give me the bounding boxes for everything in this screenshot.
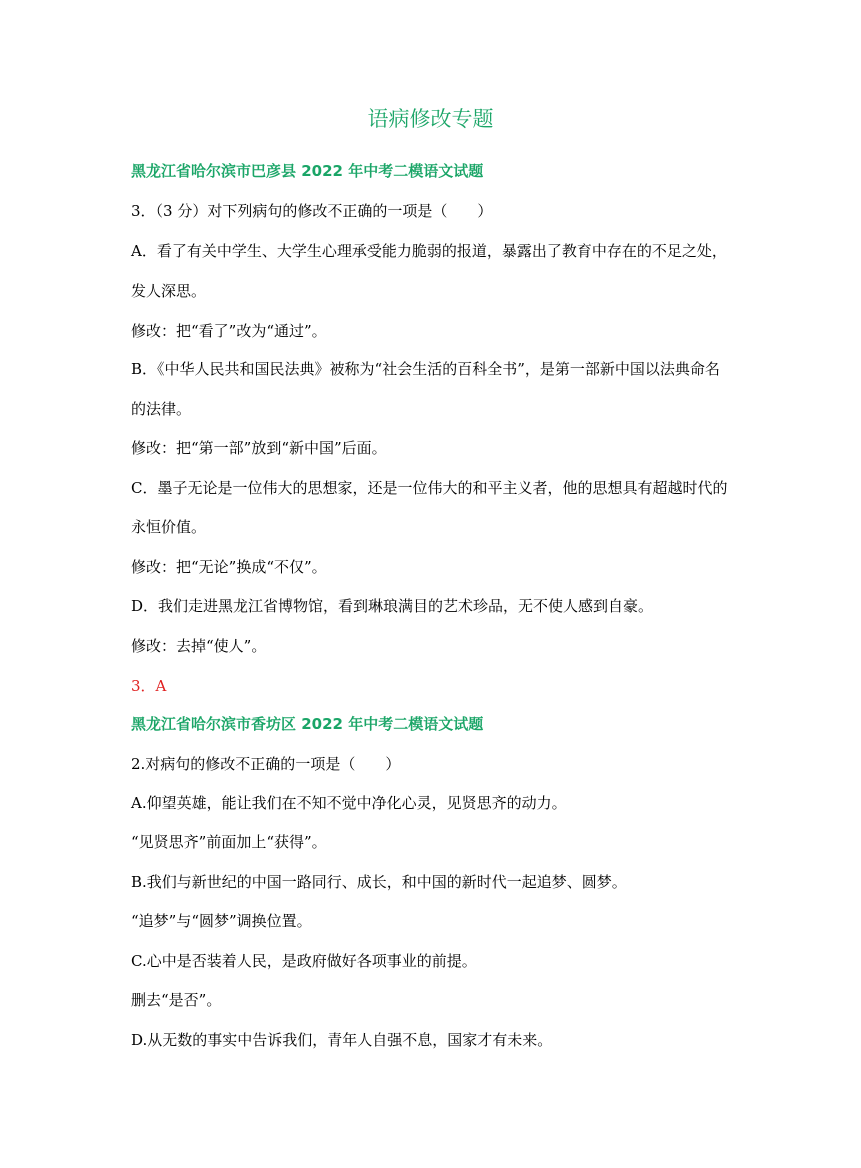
- page-title: 语病修改专题: [367, 107, 494, 131]
- section-heading-1: 黑龙江省哈尔滨市巴彦县 2022 年中考二模语文试题: [131, 162, 484, 180]
- option-a-line: A.仰望英雄，能让我们在不知不觉中净化心灵，见贤思齐的动力。: [131, 794, 567, 812]
- question-text-2: 2.对病句的修改不正确的一项是（ ）: [131, 755, 401, 773]
- option-d-line1: D．我们走进黑龙江省博物馆，看到琳琅满目的艺术珍品，无不使人感到自豪。: [131, 597, 654, 615]
- question-text-1: 3．（3 分）对下列病句的修改不正确的一项是（ ）: [131, 202, 493, 220]
- option-a-line1: A．看了有关中学生、大学生心理承受能力脆弱的报道，暴露出了教育中存在的不足之处，: [131, 242, 727, 260]
- section-heading-2: 黑龙江省哈尔滨市香坊区 2022 年中考二模语文试题: [131, 715, 484, 733]
- option-c-line1: C．墨子无论是一位伟大的思想家，还是一位伟大的和平主义者，他的思想具有超越时代的: [131, 479, 728, 497]
- option-b-fix-2: “追梦”与“圆梦”调换位置。: [131, 912, 312, 930]
- option-b-line2: 的法律。: [131, 400, 192, 418]
- option-c-fix-2: 删去“是否”。: [131, 991, 222, 1009]
- option-a-fix: 修改：把“看了”改为“通过”。: [131, 322, 327, 340]
- answer-text: 3．A: [131, 677, 167, 695]
- option-b-line: B.我们与新世纪的中国一路同行、成长，和中国的新时代一起追梦、圆梦。: [131, 873, 627, 891]
- option-c-line: C.心中是否装着人民，是政府做好各项事业的前提。: [131, 952, 477, 970]
- option-a-fix-2: “见贤思齐”前面加上“获得”。: [131, 833, 327, 851]
- option-d-line: D.从无数的事实中告诉我们，青年人自强不息，国家才有未来。: [131, 1031, 553, 1049]
- option-a-line2: 发人深思。: [131, 282, 207, 300]
- option-b-line1: B．《中华人民共和国民法典》被称为“社会生活的百科全书”，是第一部新中国以法典命名: [131, 360, 720, 378]
- option-c-line2: 永恒价值。: [131, 518, 207, 536]
- option-c-fix: 修改：把“无论”换成“不仅”。: [131, 558, 327, 576]
- option-b-fix: 修改：把“第一部”放到“新中国”后面。: [131, 439, 387, 457]
- option-d-fix: 修改：去掉“使人”。: [131, 637, 267, 655]
